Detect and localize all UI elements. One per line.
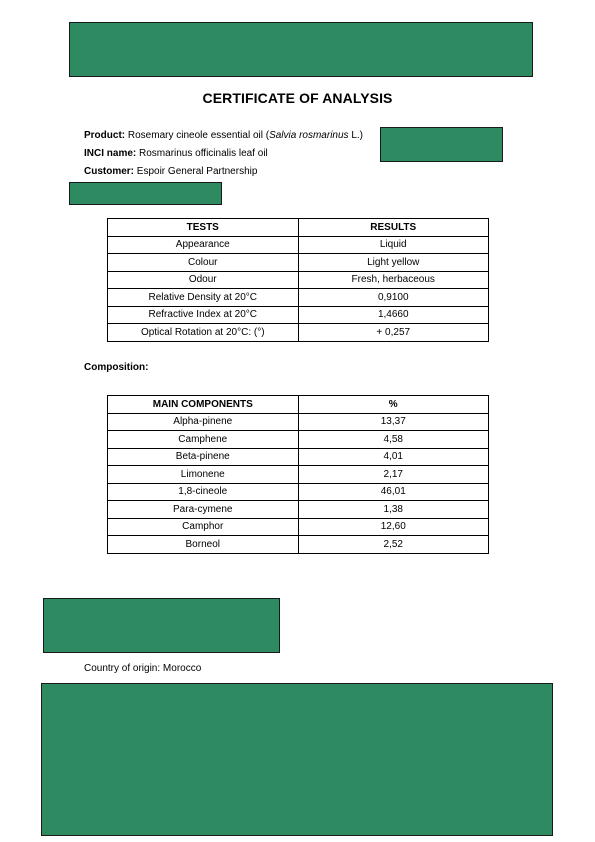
component-name: Limonene	[108, 466, 299, 484]
component-percent: 46,01	[298, 483, 489, 501]
tests-table	[107, 218, 489, 342]
product-label: Product:	[84, 130, 126, 141]
redacted-header-block	[69, 22, 533, 77]
test-result: + 0,257	[298, 324, 489, 342]
table-row	[108, 483, 489, 501]
component-percent: 12,60	[298, 518, 489, 536]
inci-value: Rosmarinus officinalis leaf oil	[139, 148, 268, 159]
component-name: Alpha-pinene	[108, 413, 299, 431]
percent-column-header: %	[298, 396, 489, 414]
composition-table	[107, 395, 489, 554]
document-title: CERTIFICATE OF ANALYSIS	[202, 90, 393, 106]
product-line	[84, 129, 363, 142]
table-row	[108, 501, 489, 519]
component-name: Camphor	[108, 518, 299, 536]
country-of-origin: Country of origin: Morocco	[84, 663, 202, 674]
test-result: Light yellow	[298, 254, 489, 272]
test-name: Refractive Index at 20°C	[108, 306, 299, 324]
component-percent: 13,37	[298, 413, 489, 431]
results-column-header: RESULTS	[298, 219, 489, 237]
component-percent: 1,38	[298, 501, 489, 519]
test-result: Liquid	[298, 236, 489, 254]
composition-label-text: Composition:	[84, 362, 149, 373]
test-result: 1,4660	[298, 306, 489, 324]
table-row	[108, 289, 489, 307]
product-latin-name: Salvia rosmarinus	[269, 130, 349, 141]
table-row	[108, 466, 489, 484]
component-percent: 4,01	[298, 448, 489, 466]
table-row	[108, 536, 489, 554]
table-row	[108, 324, 489, 342]
customer-label: Customer:	[84, 166, 135, 177]
redacted-info-block	[69, 182, 222, 205]
component-name: Para-cymene	[108, 501, 299, 519]
product-value-prefix: Rosemary cineole essential oil (	[127, 130, 270, 141]
customer-line	[84, 165, 257, 178]
component-name: Camphene	[108, 431, 299, 449]
tests-header-row	[108, 219, 489, 237]
table-row	[108, 448, 489, 466]
product-value-suffix: L.)	[348, 130, 363, 141]
redacted-details-block	[43, 598, 280, 653]
component-name: 1,8-cineole	[108, 483, 299, 501]
inci-label: INCI name:	[84, 148, 137, 159]
composition-header-row	[108, 396, 489, 414]
test-name: Relative Density at 20°C	[108, 289, 299, 307]
table-row	[108, 518, 489, 536]
table-row	[108, 236, 489, 254]
table-row	[108, 413, 489, 431]
tests-column-header: TESTS	[108, 219, 299, 237]
component-percent: 2,17	[298, 466, 489, 484]
inci-line	[84, 147, 268, 160]
component-name: Beta-pinene	[108, 448, 299, 466]
component-name: Borneol	[108, 536, 299, 554]
test-result: Fresh, herbaceous	[298, 271, 489, 289]
table-row	[108, 306, 489, 324]
component-percent: 2,52	[298, 536, 489, 554]
redacted-footer-block	[41, 683, 553, 836]
main-components-column-header: MAIN COMPONENTS	[108, 396, 299, 414]
composition-label	[84, 361, 148, 374]
table-row	[108, 431, 489, 449]
test-name: Appearance	[108, 236, 299, 254]
redacted-logo-block	[380, 127, 503, 162]
test-name: Odour	[108, 271, 299, 289]
test-result: 0,9100	[298, 289, 489, 307]
table-row	[108, 254, 489, 272]
customer-value: Espoir General Partnership	[136, 166, 258, 177]
component-percent: 4,58	[298, 431, 489, 449]
test-name: Colour	[108, 254, 299, 272]
table-row	[108, 271, 489, 289]
test-name: Optical Rotation at 20°C: (°)	[108, 324, 299, 342]
